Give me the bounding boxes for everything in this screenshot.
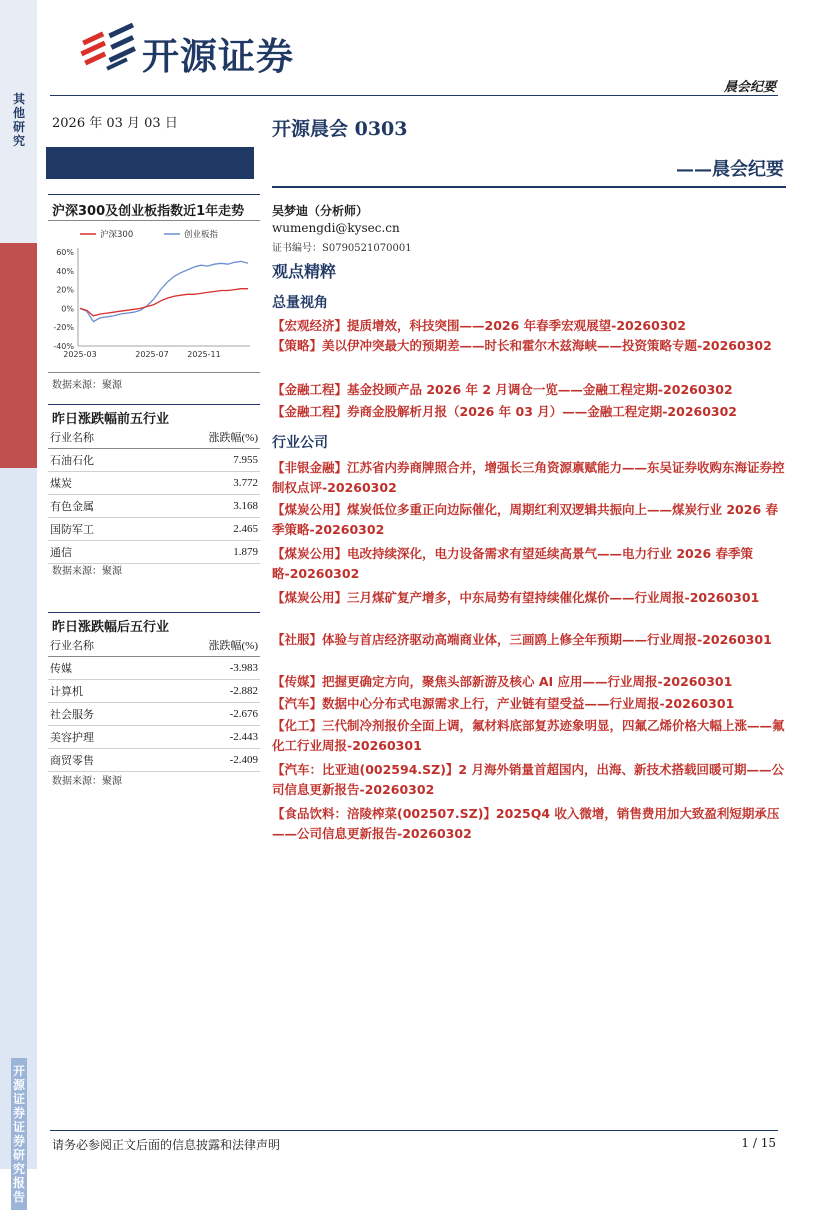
bottom5-header-value: 涨跌幅(%) xyxy=(208,640,258,652)
table-row xyxy=(48,680,260,703)
x-tick-label: 2025-07 xyxy=(135,350,169,359)
change-value: 7.955 xyxy=(233,454,258,466)
change-value: -2.676 xyxy=(229,708,258,720)
sidebar-bottom-label: 开源证券 证券研究报告 xyxy=(11,1058,27,1210)
document-subtitle: ——晨会纪要 xyxy=(676,159,784,180)
bottom5-top-rule xyxy=(48,612,260,613)
top5-title: 昨日涨跌幅前五行业 xyxy=(52,412,170,427)
change-value: 3.772 xyxy=(233,477,258,489)
table-row xyxy=(48,703,260,726)
sidebar-mid-band xyxy=(0,243,37,468)
chart-title: 沪深300及创业板指数近1年走势 xyxy=(52,204,245,219)
list-item[interactable]: 【汽车：比亚迪(002594.SZ)】2 月海外销量首超国内，出海、新技术搭载回暖可期——公司信息更新报告-20260302 xyxy=(272,762,784,797)
list-item[interactable]: 【煤炭公用】煤炭低位多重正向边际催化，周期红利双逻辑共振向上——煤炭行业 2026 春季策略-20260302 xyxy=(272,502,778,537)
industry-name: 社会服务 xyxy=(50,708,94,721)
header-divider xyxy=(50,95,778,96)
list-item[interactable]: 【传媒】把握更确定方向，聚焦头部新游及核心 AI 应用——行业周报-20260301 xyxy=(272,674,733,689)
industry-name: 有色金属 xyxy=(50,500,94,513)
x-tick-label: 2025-11 xyxy=(187,350,221,359)
x-tick-label: 2025-03 xyxy=(63,350,97,359)
industry-name: 计算机 xyxy=(50,685,83,698)
table-row xyxy=(48,495,260,518)
left-title-band xyxy=(46,147,254,179)
sidebar-top-label: 其他研究 xyxy=(12,92,25,148)
change-value: -2.882 xyxy=(229,685,258,697)
analyst-name: 吴梦迪（分析师） xyxy=(272,204,369,218)
top5-header-value: 涨跌幅(%) xyxy=(208,432,258,444)
sidebar-bottom-band xyxy=(0,468,37,1204)
table-row xyxy=(48,657,260,680)
table-row xyxy=(48,541,260,564)
chart-title-top-rule xyxy=(48,194,260,195)
y-tick-label: 40% xyxy=(56,266,74,276)
page-number: 1 / 15 xyxy=(741,1136,776,1150)
legend-label: 创业板指 xyxy=(184,230,219,240)
y-tick-label: 60% xyxy=(56,248,74,257)
analyst-cert: 证书编号：S0790521070001 xyxy=(272,243,412,254)
series-line xyxy=(80,289,248,316)
section-heading-industry: 行业公司 xyxy=(272,435,328,451)
series-line xyxy=(80,261,248,321)
chart-source: 数据来源：聚源 xyxy=(52,380,122,391)
industry-name: 商贸零售 xyxy=(50,754,94,767)
list-item[interactable]: 【化工】三代制冷剂报价全面上调，氟材料底部复苏迹象明显，四氟乙烯价格大幅上涨——氟化工行业周报-20260301 xyxy=(272,718,785,753)
top5-top-rule xyxy=(48,404,260,405)
table-row xyxy=(48,749,260,772)
industry-name: 国防军工 xyxy=(50,523,94,536)
list-item[interactable]: 【策略】美以伊冲突最大的预期差——时长和霍尔木兹海峡——投资策略专题-20260302 xyxy=(272,338,772,353)
change-value: -2.409 xyxy=(229,754,258,766)
bottom5-table xyxy=(48,634,260,772)
change-value: 3.168 xyxy=(233,500,258,512)
top5-header-name: 行业名称 xyxy=(50,431,94,444)
footer-disclaimer: 请务必参阅正文后面的信息披露和法律声明 xyxy=(52,1138,281,1152)
bottom5-header-row xyxy=(48,634,260,657)
chart-bottom-rule xyxy=(48,372,260,373)
document-title: 开源晨会 0303 xyxy=(272,118,408,140)
list-item[interactable]: 【食品饮料：涪陵榨菜(002507.SZ)】2025Q4 收入微增，销售费用加大致盈利短期承压——公司信息更新报告-20260302 xyxy=(272,806,780,841)
report-date: 2026 年 03 月 03 日 xyxy=(52,116,178,131)
footer-rule xyxy=(50,1130,778,1131)
industry-name: 美容护理 xyxy=(50,731,94,744)
bottom5-title: 昨日涨跌幅后五行业 xyxy=(52,620,170,635)
list-item[interactable]: 【非银金融】江苏省内券商牌照合并，增强长三角资源禀赋能力——东吴证券收购东海证券控制权点评-20260302 xyxy=(272,460,785,495)
analyst-email: wumengdi@kysec.cn xyxy=(272,221,400,235)
list-item[interactable]: 【汽车】数据中心分布式电源需求上行，产业链有望受益——行业周报-20260301 xyxy=(272,696,735,711)
industry-name: 通信 xyxy=(50,546,72,559)
legend-label: 沪深300 xyxy=(100,230,134,240)
header-section-label: 晨会纪要 xyxy=(723,80,776,95)
brand-name: 开源证券 xyxy=(142,35,294,78)
sidebar-top-band xyxy=(0,0,37,243)
y-tick-label: -40% xyxy=(53,342,74,351)
index-trend-chart xyxy=(46,224,258,366)
list-item[interactable]: 【煤炭公用】电改持续深化，电力设备需求有望延续高景气——电力行业 2026 春季策略-20260302 xyxy=(272,546,753,581)
top5-source: 数据来源：聚源 xyxy=(52,566,122,577)
y-tick-label: 0% xyxy=(61,304,74,314)
y-tick-label: -20% xyxy=(53,323,74,333)
bottom5-header-name: 行业名称 xyxy=(50,639,94,652)
industry-name: 石油石化 xyxy=(50,454,94,467)
change-value: -2.443 xyxy=(229,731,258,743)
bottom5-source: 数据来源：聚源 xyxy=(52,776,122,787)
list-item[interactable]: 【宏观经济】提质增效，科技突围——2026 年春季宏观展望-20260302 xyxy=(272,318,686,333)
table-row xyxy=(48,726,260,749)
section-heading-macro: 总量视角 xyxy=(272,295,328,311)
list-item[interactable]: 【金融工程】券商金股解析月报（2026 年 03 月）——金融工程定期-20260302 xyxy=(272,404,738,419)
change-value: 2.465 xyxy=(233,523,258,535)
list-item[interactable]: 【社服】体验与首店经济驱动高端商业体，三画鸥上修全年预期——行业周报-20260301 xyxy=(272,632,772,647)
y-tick-label: 20% xyxy=(56,285,74,295)
title-rule xyxy=(272,186,786,188)
table-row xyxy=(48,518,260,541)
list-item[interactable]: 【煤炭公用】三月煤矿复产增多，中东局势有望持续催化煤价——行业周报-20260301 xyxy=(272,590,760,605)
chart-title-bottom-rule xyxy=(48,220,260,221)
table-row xyxy=(48,449,260,472)
section-heading-highlights: 观点精粹 xyxy=(272,262,337,281)
table-row xyxy=(48,472,260,495)
change-value: 1.879 xyxy=(233,546,258,558)
industry-name: 煤炭 xyxy=(50,477,72,490)
industry-name: 传媒 xyxy=(50,662,72,675)
top5-table xyxy=(48,426,260,564)
change-value: -3.983 xyxy=(229,662,258,674)
list-item[interactable]: 【金融工程】基金投顾产品 2026 年 2 月调仓一览——金融工程定期-20260302 xyxy=(272,382,733,397)
top5-header-row xyxy=(48,426,260,449)
